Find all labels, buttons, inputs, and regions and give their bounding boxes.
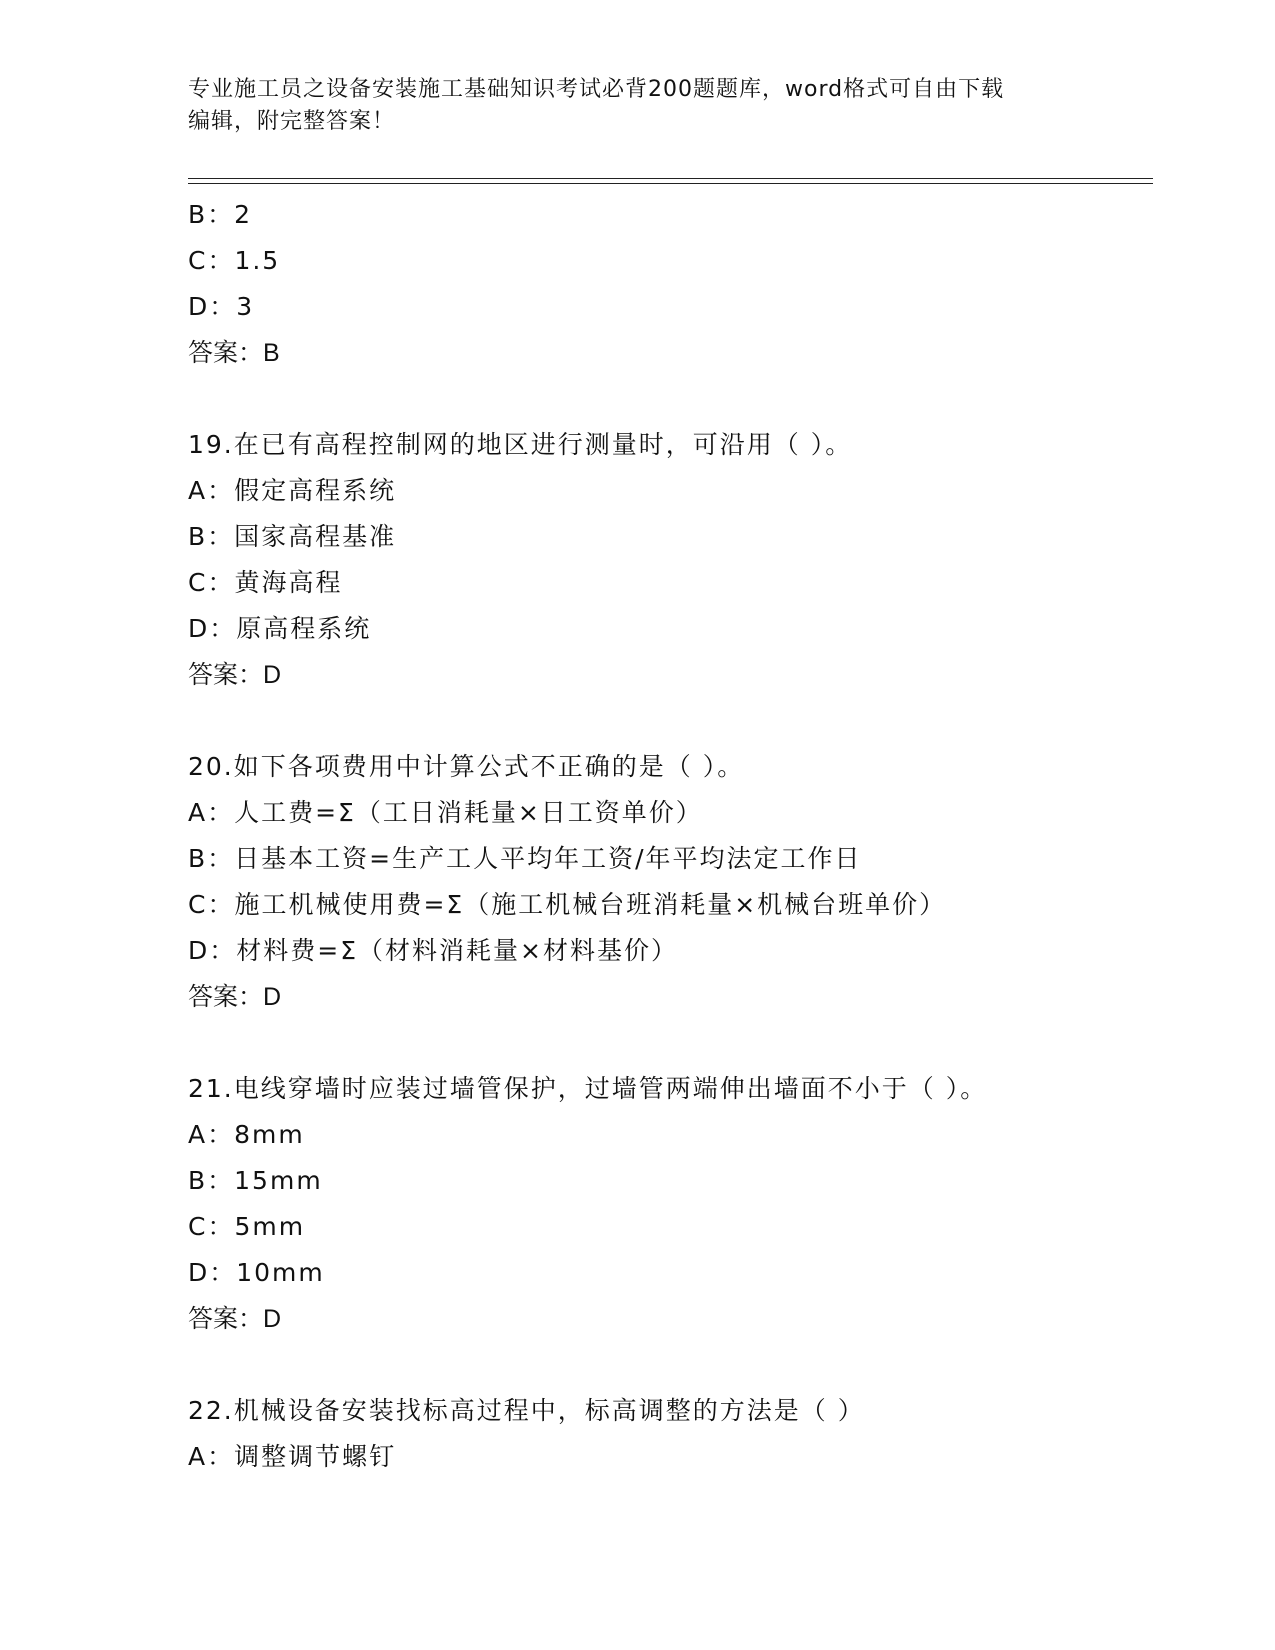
option-c: C：施工机械使用费=Σ（施工机械台班消耗量×机械台班单价） [188, 890, 947, 919]
spacer [188, 376, 1148, 422]
question-stem: 19.在已有高程控制网的地区进行测量时，可沿用（ ）。 [188, 430, 853, 459]
question-stem: 22.机械设备安装找标高过程中，标高调整的方法是（ ） [188, 1396, 865, 1425]
spacer [188, 1342, 1148, 1388]
option-d: D：材料费=Σ（材料消耗量×材料基价） [188, 936, 678, 965]
option-b: B：国家高程基准 [188, 522, 397, 551]
answer-line: 答案：D [188, 983, 282, 1011]
option-c: C：黄海高程 [188, 568, 343, 597]
answer-line: 答案：B [188, 339, 280, 367]
spacer [188, 698, 1148, 744]
option-a: A：调整调节螺钉 [188, 1442, 397, 1471]
option-a: A：人工费=Σ（工日消耗量×日工资单价） [188, 798, 703, 827]
header-divider-top [188, 178, 1153, 179]
option-d: D：10mm [188, 1258, 325, 1287]
option-c: C：1.5 [188, 246, 281, 275]
option-a: A：假定高程系统 [188, 476, 397, 505]
document-header [188, 74, 1088, 138]
option-a: A：8mm [188, 1120, 305, 1149]
header-divider-bottom [188, 183, 1153, 184]
header-line-2: 编辑，附完整答案！ [188, 109, 396, 134]
header-line-1: 专业施工员之设备安装施工基础知识考试必背200题题库，word格式可自由下载 [188, 77, 1005, 102]
question-stem: 21.电线穿墙时应装过墙管保护，过墙管两端伸出墙面不小于（ ）。 [188, 1074, 988, 1103]
answer-line: 答案：D [188, 1305, 282, 1333]
option-b: B：2 [188, 200, 253, 229]
question-stem: 20.如下各项费用中计算公式不正确的是（ ）。 [188, 752, 745, 781]
answer-line: 答案：D [188, 661, 282, 689]
spacer [188, 1020, 1148, 1066]
question-block-22 [188, 1388, 1148, 1480]
question-block-20 [188, 744, 1148, 1020]
question-block-18-partial [188, 192, 1148, 376]
document-body [188, 192, 1148, 1480]
option-c: C：5mm [188, 1212, 306, 1241]
question-block-21 [188, 1066, 1148, 1342]
option-b: B：15mm [188, 1166, 323, 1195]
question-block-19 [188, 422, 1148, 698]
option-b: B：日基本工资=生产工人平均年工资/年平均法定工作日 [188, 844, 862, 873]
option-d: D：原高程系统 [188, 614, 372, 643]
option-d: D：3 [188, 292, 255, 321]
